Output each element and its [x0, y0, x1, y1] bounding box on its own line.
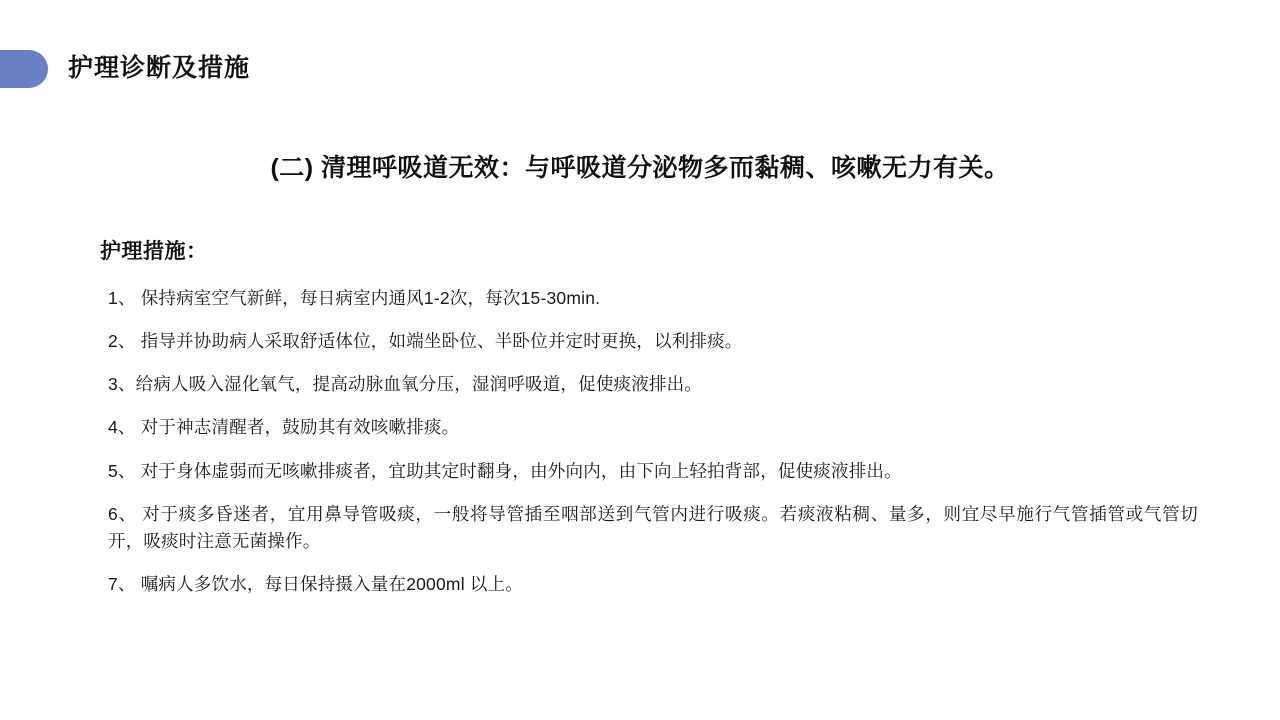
list-item: 1、 保持病室空气新鲜，每日病室内通风1-2次，每次15-30min. [108, 288, 601, 308]
measures-list [108, 285, 1198, 614]
list-item: 2、 指导并协助病人采取舒适体位，如端坐卧位、半卧位并定时更换，以利排痰。 [108, 331, 743, 352]
list-item: 7、 嘱病人多饮水，每日保持摄入量在2000ml 以上。 [108, 573, 523, 594]
section-label: 护理措施： [100, 240, 208, 263]
slide-subtitle: (二) 清理呼吸道无效：与呼吸道分泌物多而黏稠、咳嗽无力有关。 [270, 154, 1010, 182]
page-title: 护理诊断及措施 [68, 54, 251, 82]
list-item: 3、给病人吸入湿化氧气，提高动脉血氧分压，湿润呼吸道，促使痰液排出。 [108, 374, 703, 395]
list-item: 6、 对于痰多昏迷者，宜用鼻导管吸痰，一般将导管插至咽部送到气管内进行吸痰。若痰液粘稠、量多，则宜尽早施行气管插管或气管切开，吸痰时注意无菌操作。 [108, 503, 1198, 551]
slide-header [0, 44, 1280, 92]
list-item: 4、 对于神志清醒者，鼓励其有效咳嗽排痰。 [108, 417, 460, 438]
header-accent-shape [0, 50, 48, 88]
list-item: 5、 对于身体虚弱而无咳嗽排痰者，宜助其定时翻身，由外向内，由下向上轻拍背部，促使痰液排出。 [108, 460, 902, 481]
